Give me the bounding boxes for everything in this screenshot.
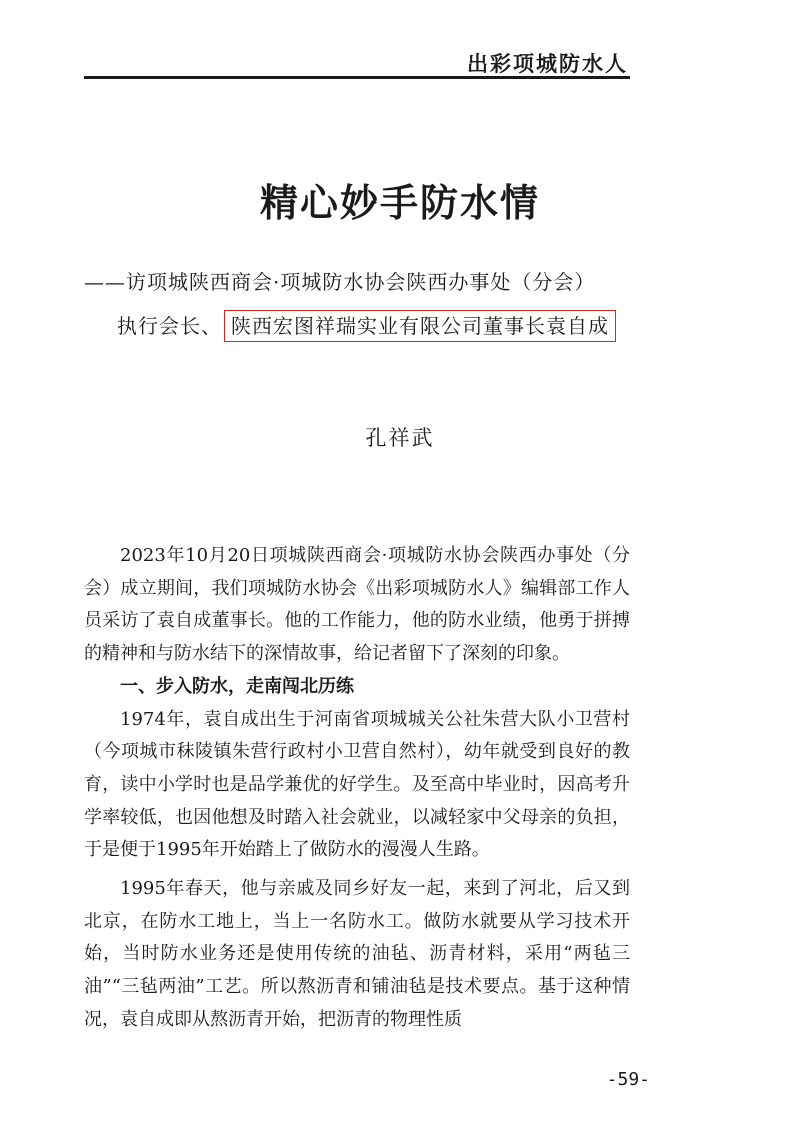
author-name: 孔祥武 [365, 426, 435, 450]
subtitle-line-2 [117, 310, 616, 339]
subtitle-prefix: 执行会长、 [117, 314, 222, 338]
article-title: 精心妙手防水情 [259, 181, 540, 225]
header-rule [84, 76, 630, 79]
article-body [84, 540, 630, 1037]
section-heading: 一、步入防水，走南闯北历练 [120, 675, 354, 697]
highlighted-name: 陕西宏图祥瑞实业有限公司董事长袁自成 [224, 310, 616, 342]
subtitle-line-1: ——访项城陕西商会·项城防水协会陕西办事处（分会） [84, 270, 596, 294]
page-number: -59- [606, 1069, 650, 1090]
paragraph-intro: 2023年10月20日项城陕西商会·项城防水协会陕西办事处（分会）成立期间，我们项城防水协会《出彩项城防水人》编辑部工作人员采访了袁自成董事长。他的工作能力，他的防水业绩，他勇于拼搏的精神和与防水结下的深情故事，给记者留下了深刻的印象。 [84, 545, 630, 665]
running-header: 出彩项城防水人 [467, 52, 628, 76]
paragraph: 1974年，袁自成出生于河南省项城城关公社朱营大队小卫营村（今项城市秣陵镇朱营行政村小卫营自然村），幼年就受到良好的教育，读中小学时也是品学兼优的好学生。及至高中毕业时，因高考升学率较低，也因他想及时踏入社会就业，以减轻家中父母亲的负担，于是便于1995年开始踏上了做防水的漫漫人生路。 [84, 708, 630, 861]
paragraph: 1995年春天，他与亲戚及同乡好友一起，来到了河北，后又到北京，在防水工地上，当上一名防水工。做防水就要从学习技术开始，当时防水业务还是使用传统的油毡、沥青材料，采用“两毡三油”“三毡两油”工艺。所以熬沥青和铺油毡是技术要点。基于这种情况，袁自成即从熬沥青开始，把沥青的物理性质 [84, 878, 630, 1030]
